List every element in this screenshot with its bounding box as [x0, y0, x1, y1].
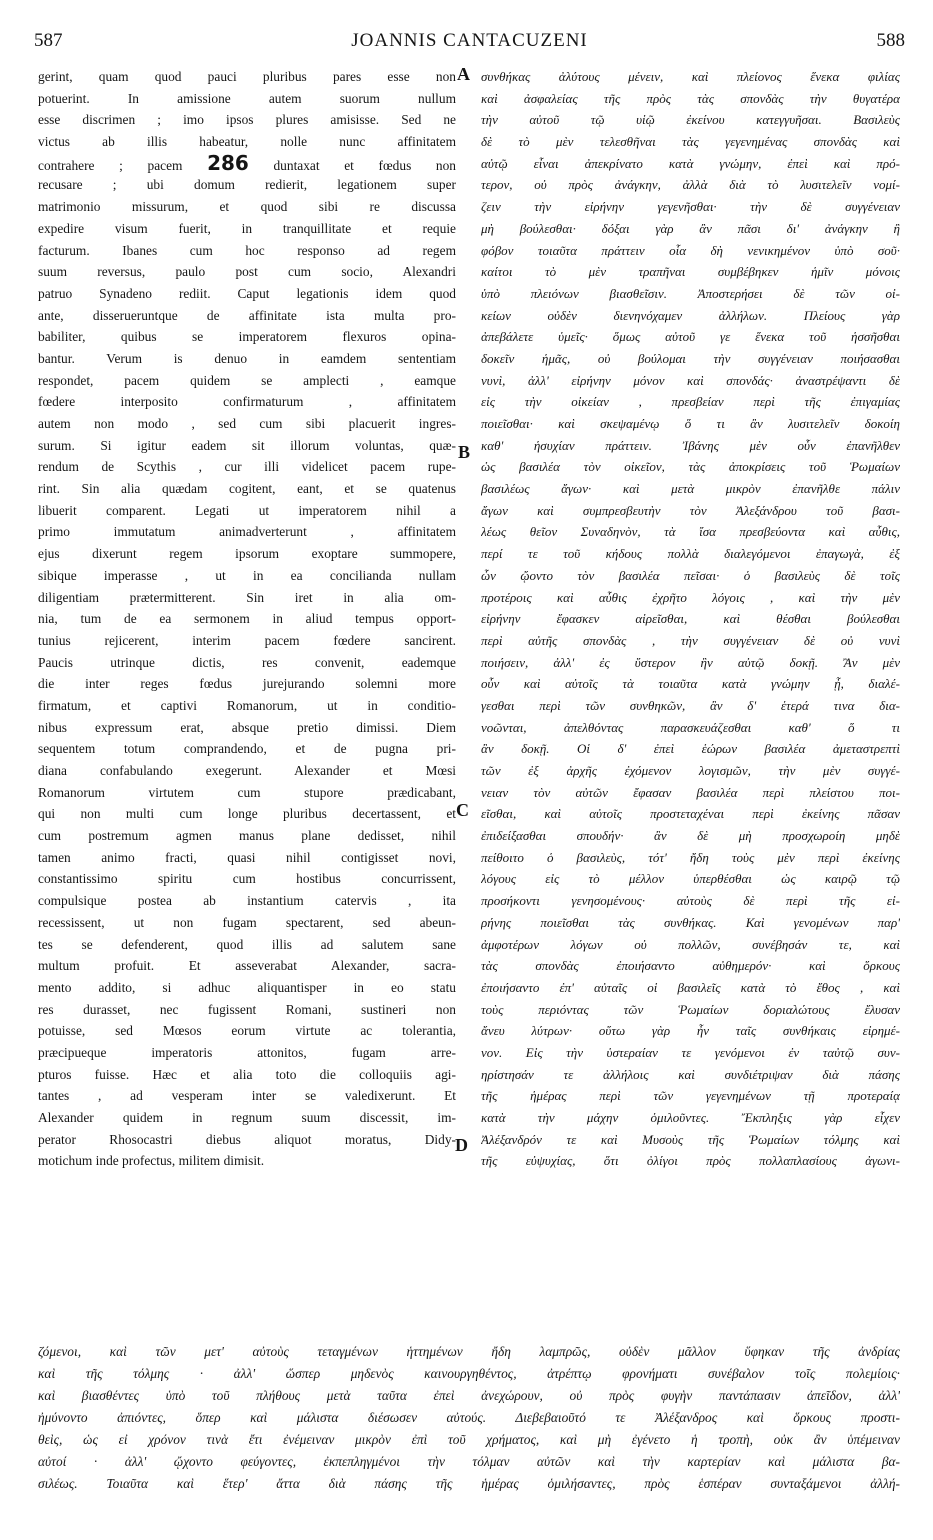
greek-text-line: εἰς τὴν οἰκείαν , πρεσβείαν περὶ τῆς ἐπιγαμίας: [481, 394, 900, 410]
latin-text-line: expedire visum fuerit, in tranquillitate et requie: [38, 220, 456, 236]
latin-text-line: cum postremum agmen manus plane dedisset, nihil: [38, 828, 456, 844]
latin-column: [38, 66, 456, 1172]
greek-text-line: νον. Εἰς τὴν ὑστεραίαν τε γενόμενοι ἐν ταὐτῷ συν-: [481, 1044, 900, 1060]
latin-text-line: matrimonio missurum, et quod sibi re discussa: [38, 199, 456, 215]
greek-text-line: πείθοιτο ὁ βασιλεὺς, τότ' ἤδη τοὺς μὲν περὶ ἐκείνης: [481, 849, 900, 865]
greek-text-line: τῆς ἡμέρας περὶ τῶν γεγενημένων τῇ προτεραίᾳ: [481, 1088, 900, 1104]
greek-text-line: αὐτοί · ἀλλ' ᾤχοντο φεύγοντες, ἐκπεπληγμένοι τὴν τόλμαν αὐτῶν καὶ τὴν καρτερίαν καὶ μάλιστα βα-: [38, 1454, 900, 1469]
greek-text-line: ποιεῖσθαι· καὶ σκεψαμένῳ ὅ τι ἂν λυσιτελεῖν δοκοίη: [481, 416, 900, 431]
greek-text-line: ἐποιήσαντο ἐπ' αὐταῖς οἱ βασιλεῖς κατὰ τὸ ἔθος , καὶ: [481, 979, 900, 995]
latin-text-line: perator Rhosocastri diebus aliquot moratus, Didy-: [38, 1131, 456, 1147]
greek-text-line: τῶν ἐξ ἀρχῆς ἐχόμενον λογισμῶν, τὴν μὲν συγγέ-: [481, 763, 900, 778]
greek-text-line: συνθήκας ἀλύτους μένειν, καὶ πλείονος ἕνεκα φιλίας: [481, 69, 900, 84]
latin-text-fragment: contrahere ; pacem: [38, 157, 208, 173]
greek-text-line: ὑπὸ πλειόνων βιασθεῖσιν. Ἀποστερήσει δὲ τῶν οἰ-: [481, 285, 900, 301]
greek-text-line: ζειν τὴν εἰρήνην γεγενῆσθαι· τὴν δὲ συγγένειαν: [481, 199, 900, 215]
latin-text-line: motichum inde profectus, militem dimisit.: [38, 1153, 265, 1169]
latin-text-line: constantissimo spiritu cum hostibus concurrissent,: [38, 871, 456, 887]
greek-text-line: θεὶς, ὡς εἰ χρόνον τινὰ ἔτι ἐνέμειναν μικρὸν ἐπὶ τοῦ χρήματος, καὶ μὴ ἐγένετο ἡ τροπὴ, οὐκ ἂν ὑπέμειναν: [38, 1432, 900, 1447]
greek-text-line: ἀπεβάλετε ὑμεῖς· ὅμως αὐτοῦ γε ἕνεκα τοῦ ἡσσῆσθαι: [481, 329, 900, 345]
latin-text-line: fœdere interposito confirmaturum , affinitatem: [38, 394, 456, 410]
latin-text-line: mento addito, si adhuc aliquantisper in eo statu: [38, 979, 456, 995]
latin-text-line: præcipueque imperatoris attonitos, fugam arre-: [38, 1044, 456, 1060]
latin-text-line: potuisse, sed Mœsos eorum virtute ac tolerantia,: [38, 1023, 456, 1039]
latin-text-line: multum profuit. Et asseverabat Alexander, sacra-: [38, 958, 456, 974]
greek-text-line: ἠμύνοντο ἀπιόντες, ὅπερ καὶ μάλιστα διέσωσεν αὐτούς. Διεβεβαιοῦτό τε Ἀλέξανδρος καὶ ὅρκους προστι-: [38, 1410, 900, 1425]
latin-text-line: compulsique postea ab instantium catervis , ita: [38, 893, 456, 909]
greek-text-line: κείων οὐδὲν διενηνόχαμεν ἀλλήλων. Πλείους γὰρ: [481, 307, 900, 323]
greek-text-line: ἐπιδείξασθαι σπουδήν· ἂν δὲ μὴ προσχωροίη μηδὲ: [481, 828, 900, 844]
greek-text-line: ζόμενοι, καὶ τῶν μετ' αὐτοὺς τεταγμένων ἡττημένων ἤδη λαμπρῶς, οὐδὲν μᾶλλον ὕφηκαν τῆς ἀνδρίας: [38, 1344, 900, 1359]
latin-text-line: facturum. Ibanes cum hoc responso ad regem: [38, 242, 456, 258]
greek-text-line: νυνὶ, ἀλλ' εἰρήνην μόνον καὶ σπονδάς· ἀναστρέψαντι δὲ: [481, 372, 900, 388]
latin-text-line: [38, 153, 456, 175]
greek-text-line: περὶ αὐτῆς σπονδὰς , τὴν συγγένειαν δὲ οὐ νυνὶ: [481, 632, 900, 648]
greek-text-line: ὡς βασιλέα τὸν οἰκεῖον, τὰς ἀποκρίσεις τοῦ Ῥωμαίων: [481, 459, 900, 475]
latin-text-line: nia, tum de ea sermonem in aliud tempus opport-: [38, 611, 456, 627]
latin-text-line: tes se defenderent, quod illis ad salutem sane: [38, 936, 456, 952]
latin-text-line: tantes , ad vesperam inter se valedixerunt. Et: [38, 1088, 456, 1104]
greek-text-line: σιλέως. Τοιαῦτα καὶ ἕτερ' ἄττα διὰ πάσης τῆς ἡμέρας ὁμιλήσαντες, πρὸς ἑσπέραν συνταξάμενοι ἀλλή-: [38, 1476, 900, 1491]
latin-text-line: bantur. Verum is denuo in eamdem sententiam: [38, 350, 456, 366]
greek-text-line: τερον, οὐ πρὸς ἀνάγκην, ἀλλὰ διὰ τὸ λυσιτελεῖν νομί-: [481, 177, 900, 193]
margin-marker-d: D: [455, 1135, 468, 1155]
latin-text-line: recusare ; ubi domum redierit, legationem super: [38, 177, 456, 193]
greek-text-line: ηρίστησάν τε ἀλλήλοις καὶ συνδιέτριψαν διὰ πάσης: [481, 1066, 900, 1082]
greek-text-line: εῖσθαι, καὶ αὐτοῖς προστεταχέναι περὶ ἐκείνης πᾶσαν: [481, 806, 900, 822]
latin-text-line: sibique imperasse , ut in ea concilianda nullam: [38, 567, 456, 583]
greek-continuation: [38, 1341, 900, 1495]
greek-text-line: προτέροις καὶ αὖθις ἐχρῆτο λόγοις , καὶ τὴν μὲν: [481, 589, 900, 605]
greek-text-line: μὴ βούλεσθαι· δόξαι γὰρ ἂν πᾶσι δι' ἀνάγκην ἢ: [481, 220, 900, 236]
greek-text-line: ἂν δοκῇ. Οἱ δ' ἐπεὶ ἑώρων βασιλέα ἀμεταστρεπτὶ: [481, 741, 900, 757]
latin-text-line: esse discrimen ; imo ipsos plures amisisse. Sed ne: [38, 112, 456, 128]
page-number-left: 587: [34, 30, 63, 51]
running-header: [34, 30, 905, 56]
latin-text-line: libuerit comparent. Legati ut imperatorem nihil a: [38, 502, 456, 518]
greek-text-line: λόγους εἰς τὸ μέλλον ὑπερθέσθαι ὡς καιρῷ τῷ: [481, 871, 900, 887]
greek-text-line: ρήνης ποιεῖσθαι τὰς συνθήκας. Καὶ γενομένων παρ': [481, 914, 900, 930]
latin-text-line: diana confabulando exegerunt. Alexander et Mœsi: [38, 763, 456, 778]
latin-text-fragment: duntaxat et fœdus non: [248, 157, 456, 173]
latin-text-line: tamen animo fracti, quasi nihil contigisset novi,: [38, 849, 456, 865]
greek-text-line: λέως θεῖον Συναδηνὸν, τὰ ἴσα πρεσβεύοντα καὶ αὖθις,: [481, 524, 900, 540]
latin-text-line: primo immutatum animadverterunt , affinitatem: [38, 524, 456, 540]
greek-text-line: τοὺς περιόντας τῶν Ῥωμαίων δοριαλώτους ἔλυσαν: [481, 1001, 900, 1017]
latin-text-line: patruo Synadeno rediit. Caput legationis idem quod: [38, 285, 456, 301]
latin-text-line: firmatum, et captivi Romanorum, ut in conditio-: [38, 697, 456, 713]
section-number: 286: [207, 152, 249, 175]
latin-text-line: potuerint. In amissione autem suorum nullum: [38, 90, 456, 106]
latin-text-line: res durasset, nec fugissent Romani, sustineri non: [38, 1001, 456, 1017]
latin-text-line: ejus dixerunt regem ipsorum exoptare summopere,: [38, 546, 456, 562]
greek-text-line: βασιλέως ἄγων· καὶ μετὰ μικρὸν ἐπανῆλθε πάλιν: [481, 481, 900, 497]
greek-text-line: νοῶνται, ἀπελθόντας παρασκευάζεσθαι καθ' ὅ τι: [481, 719, 900, 735]
latin-text-line: Alexander quidem in regnum suum discessit, im-: [38, 1110, 456, 1125]
greek-text-line: τὰς σπονδὰς ἐποιήσαντο αὐθημερόν· καὶ ὅρκους: [481, 958, 900, 974]
latin-text-line: rendum de Scythis , cur illi videlicet pacem rupe-: [38, 459, 456, 475]
greek-text-line: ἄνευ λύτρων· οὕτω γὰρ ἦν ταῖς συνθήκαις εἰρημέ-: [481, 1023, 900, 1039]
latin-text-line: victus ab illis habeatur, nolle nunc affinitatem: [38, 134, 456, 150]
greek-text-line: καὶ βιασθέντες ὑπὸ τοῦ πλήθους μετὰ ταῦτα ἐπεὶ ἀνεχώρουν, οὐ πρὸς φυγὴν παντάπασιν ἀπεῖδον, ἀλλ': [38, 1388, 900, 1403]
greek-text-line: Ἀλέξανδρόν τε καὶ Μυσοὺς τῆς Ῥωμαίων τόλμης καὶ: [481, 1131, 900, 1147]
latin-text-line: Paucis utrinque dictis, res convenit, eademque: [38, 654, 456, 670]
latin-text-line: rint. Sin alia quædam cogitent, eant, et se quatenus: [38, 481, 456, 497]
greek-text-line: γεσθαι περὶ τῶν συνθηκῶν, ἂν δ' ἑτερά τινα δια-: [481, 697, 900, 713]
greek-text-line: ὧν ᾤοντο τὸν βασιλέα πεῖσαι· ὁ βασιλεὺς δὲ τοῖς: [481, 567, 900, 583]
page-number-right: 588: [876, 30, 905, 51]
latin-text-line: die inter reges fœdus jurejurando solemni more: [38, 676, 456, 692]
greek-column: [481, 66, 900, 1172]
latin-text-line: respondet, pacem quidem se amplecti , eamque: [38, 372, 456, 388]
greek-text-line: εἰρήνην ἔφασκεν αἱρεῖσθαι, καὶ θέσθαι βούλεσθαι: [481, 611, 900, 627]
greek-text-line: ἀμφοτέρων λόγων οὐ πολλῶν, συνέβησάν τε, καὶ: [481, 936, 900, 952]
greek-text-line: κατὰ τὴν μάχην ὁμιλοῦντες. Ἔκπληξις γὰρ εἶχεν: [481, 1110, 900, 1125]
greek-text-line: τὴν αὐτοῦ τῷ υἱῷ ἐκείνου κατεγγυῆσαι. Βασιλεὺς: [481, 112, 900, 128]
margin-marker-c: C: [456, 800, 469, 820]
latin-text-line: tunius rejicerent, interim pacem fœdere sancirent.: [38, 632, 456, 648]
greek-text-line: οὖν καὶ αὐτοῖς τὰ τοιαῦτα κατὰ γνώμην ᾖ, διαλέ-: [481, 676, 900, 692]
greek-text-line: ἄγων καὶ συμπρεσβευτὴν τὸν Ἀλεξάνδρου τοῦ βασι-: [481, 502, 900, 518]
greek-text-line: δοκεῖν ἡμᾶς, οὐ βούλομαι τὴν συγγένειαν ποιήσασθαι: [481, 350, 900, 366]
latin-text-line: diligentiam prætermitterent. Sin iret in alia om-: [38, 589, 456, 605]
latin-text-line: recessissent, ut non fugam spectarent, sed abeun-: [38, 914, 456, 930]
latin-text-line: sequentem totum comprandendo, et de pugna pri-: [38, 741, 456, 757]
latin-text-line: Romanorum virtutem cum stupore prædicabant,: [38, 784, 456, 800]
greek-text-line: περί τε τοῦ κήδους πολλὰ διαλεγόμενοι ἐπαγωγὰ, ἐξ: [481, 546, 900, 562]
greek-text-line: καίτοι τὸ μὲν τραπῆναι συμβέβηκεν ἡμῖν μόνοις: [481, 264, 900, 280]
greek-text-line: φόβον τοιαῦτα πράττειν οἷα δὴ νενικημένον ὑπὸ σοῦ·: [481, 242, 900, 258]
greek-text-line: δὲ τὸ μὲν τελεσθῆναι τὰς γεγενημένας σπονδὰς καὶ: [481, 134, 900, 150]
latin-text-line: ante, disserueruntque de affinitate ista multa pro-: [38, 307, 456, 323]
greek-text-line: αὐτῷ εἶναι ἀπεκρίνατο κατὰ γνώμην, ἐπεὶ καὶ πρό-: [481, 155, 900, 171]
greek-text-line: καὶ ἀσφαλείας τῆς πρὸς τὰς σπονδὰς τὴν θυγατέρα: [481, 90, 900, 106]
margin-marker-a: A: [457, 64, 470, 84]
greek-text-line: προσήκοντι γενησομένους· αὐτοὺς δὲ περὶ τῆς εἰ-: [481, 893, 900, 909]
greek-text-line: τῆς εὐψυχίας, ὅτι ὀλίγοι πρὸς πολλαπλασίους ἀγωνι-: [481, 1153, 900, 1169]
greek-text-line: ποιήσειν, ἀλλ' ἐς ὕστερον ἣν αὐτῷ δοκῇ. Ἂν μὲν: [481, 654, 900, 670]
latin-text-line: qui non multi cum longe pluribus decertassent, et: [38, 806, 456, 822]
latin-text-line: suum reversus, paulo post cum socio, Alexandri: [38, 264, 456, 280]
greek-text-line: νειαν τὸν αὐτῶν ἔφασαν βασιλέα περὶ πλείστου ποι-: [481, 784, 900, 800]
latin-text-line: pturos fuisse. Hæc et alia toto die colloquiis agi-: [38, 1066, 456, 1082]
margin-marker-b: B: [458, 442, 471, 462]
latin-text-line: nibus expressum erat, absque pretio dimissi. Diem: [38, 719, 456, 735]
latin-text-line: autem non modo , sed cum sibi placuerit ingres-: [38, 416, 456, 431]
greek-text-line: καθ' ἡσυχίαν πράττειν. Ἰβάνης μὲν οὖν ἐπανῆλθεν: [481, 437, 900, 453]
greek-text-line: καὶ τῆς τόλμης · ἀλλ' ὥσπερ μηδενὸς καινουργηθέντος, ἀτρέπτῳ φρονήματι συνέβαλον τοῖς πολεμίοις·: [38, 1366, 900, 1381]
latin-text-line: surum. Si igitur eadem sit illorum voluntas, quæ-: [38, 437, 456, 453]
running-title: JOANNIS CANTACUZENI: [351, 30, 588, 51]
latin-text-line: babiliter, quibus se imperatorem flexuros opina-: [38, 329, 456, 345]
latin-text-line: gerint, quam quod pauci pluribus pares esse non: [38, 69, 456, 84]
